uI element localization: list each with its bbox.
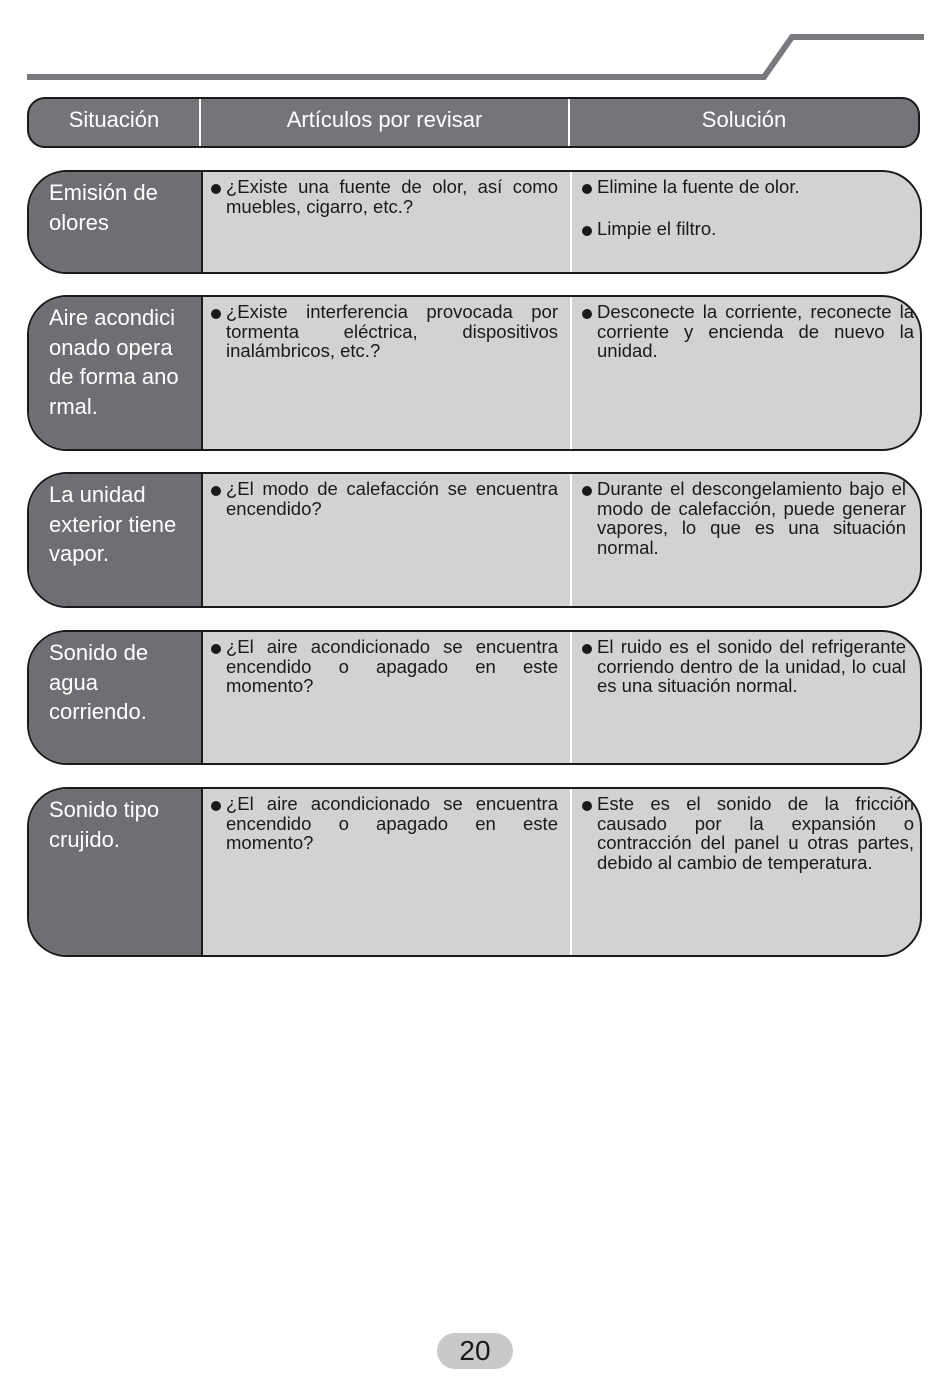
page-number: 20 xyxy=(437,1333,513,1369)
check-cell xyxy=(203,172,572,272)
solution-item: Elimine la fuente de olor. xyxy=(582,177,914,197)
table-row xyxy=(27,170,922,274)
check-cell xyxy=(203,297,572,449)
situation-cell xyxy=(29,632,203,763)
situation-cell xyxy=(29,172,203,272)
check-cell xyxy=(203,632,572,763)
header-items-to-check: Artículos por revisar xyxy=(201,99,570,146)
solution-item: Este es el sonido de la fricción causado por la expansión o contracción del panel u otras partes, debido al cambio de temperatura. xyxy=(582,794,914,872)
situation-text: Aire acondicionado opera de forma anormal. xyxy=(49,305,179,419)
table-header xyxy=(27,97,920,148)
situation-cell xyxy=(29,789,203,955)
situation-cell xyxy=(29,297,203,449)
situation-text: Sonido tipo crujido. xyxy=(49,797,160,852)
situation-text: Sonido de agua corriendo. xyxy=(49,640,149,724)
solution-item: Desconecte la corriente, reconecte la corriente y encienda de nuevo la unidad. xyxy=(582,302,914,361)
solution-item: Limpie el filtro. xyxy=(582,219,914,239)
solution-cell xyxy=(572,172,920,272)
solution-item: El ruido es el sonido del refrigerante corriendo dentro de la unidad, lo cual es una situación normal. xyxy=(582,637,906,696)
solution-cell xyxy=(572,789,920,955)
table-row xyxy=(27,472,922,608)
situation-text: La unidad exterior tiene vapor. xyxy=(49,482,177,566)
table-row xyxy=(27,630,922,765)
solution-item: Durante el descongelamiento bajo el modo de calefacción, puede generar vapores, lo que es una situación normal. xyxy=(582,479,906,557)
check-item: ¿El aire acondicionado se encuentra encendido o apagado en este momento? xyxy=(211,794,558,853)
check-item: ¿Existe una fuente de olor, así como muebles, cigarro, etc.? xyxy=(211,177,558,216)
top-decorative-rule xyxy=(0,0,950,90)
solution-cell xyxy=(572,474,920,606)
check-item: ¿El aire acondicionado se encuentra encendido o apagado en este momento? xyxy=(211,637,558,696)
check-cell xyxy=(203,789,572,955)
solution-cell xyxy=(572,297,920,449)
header-solution: Solución xyxy=(701,107,787,132)
header-situation: Situación xyxy=(29,99,201,146)
table-row xyxy=(27,787,922,957)
situation-cell xyxy=(29,474,203,606)
solution-cell xyxy=(572,632,920,763)
table-row xyxy=(27,295,922,451)
check-item: ¿El modo de calefacción se encuentra encendido? xyxy=(211,479,558,518)
check-cell xyxy=(203,474,572,606)
situation-text: Emisión de olores xyxy=(49,180,158,235)
check-item: ¿Existe interferencia provocada por tormenta eléctrica, dispositivos inalámbricos, etc.? xyxy=(211,302,558,361)
